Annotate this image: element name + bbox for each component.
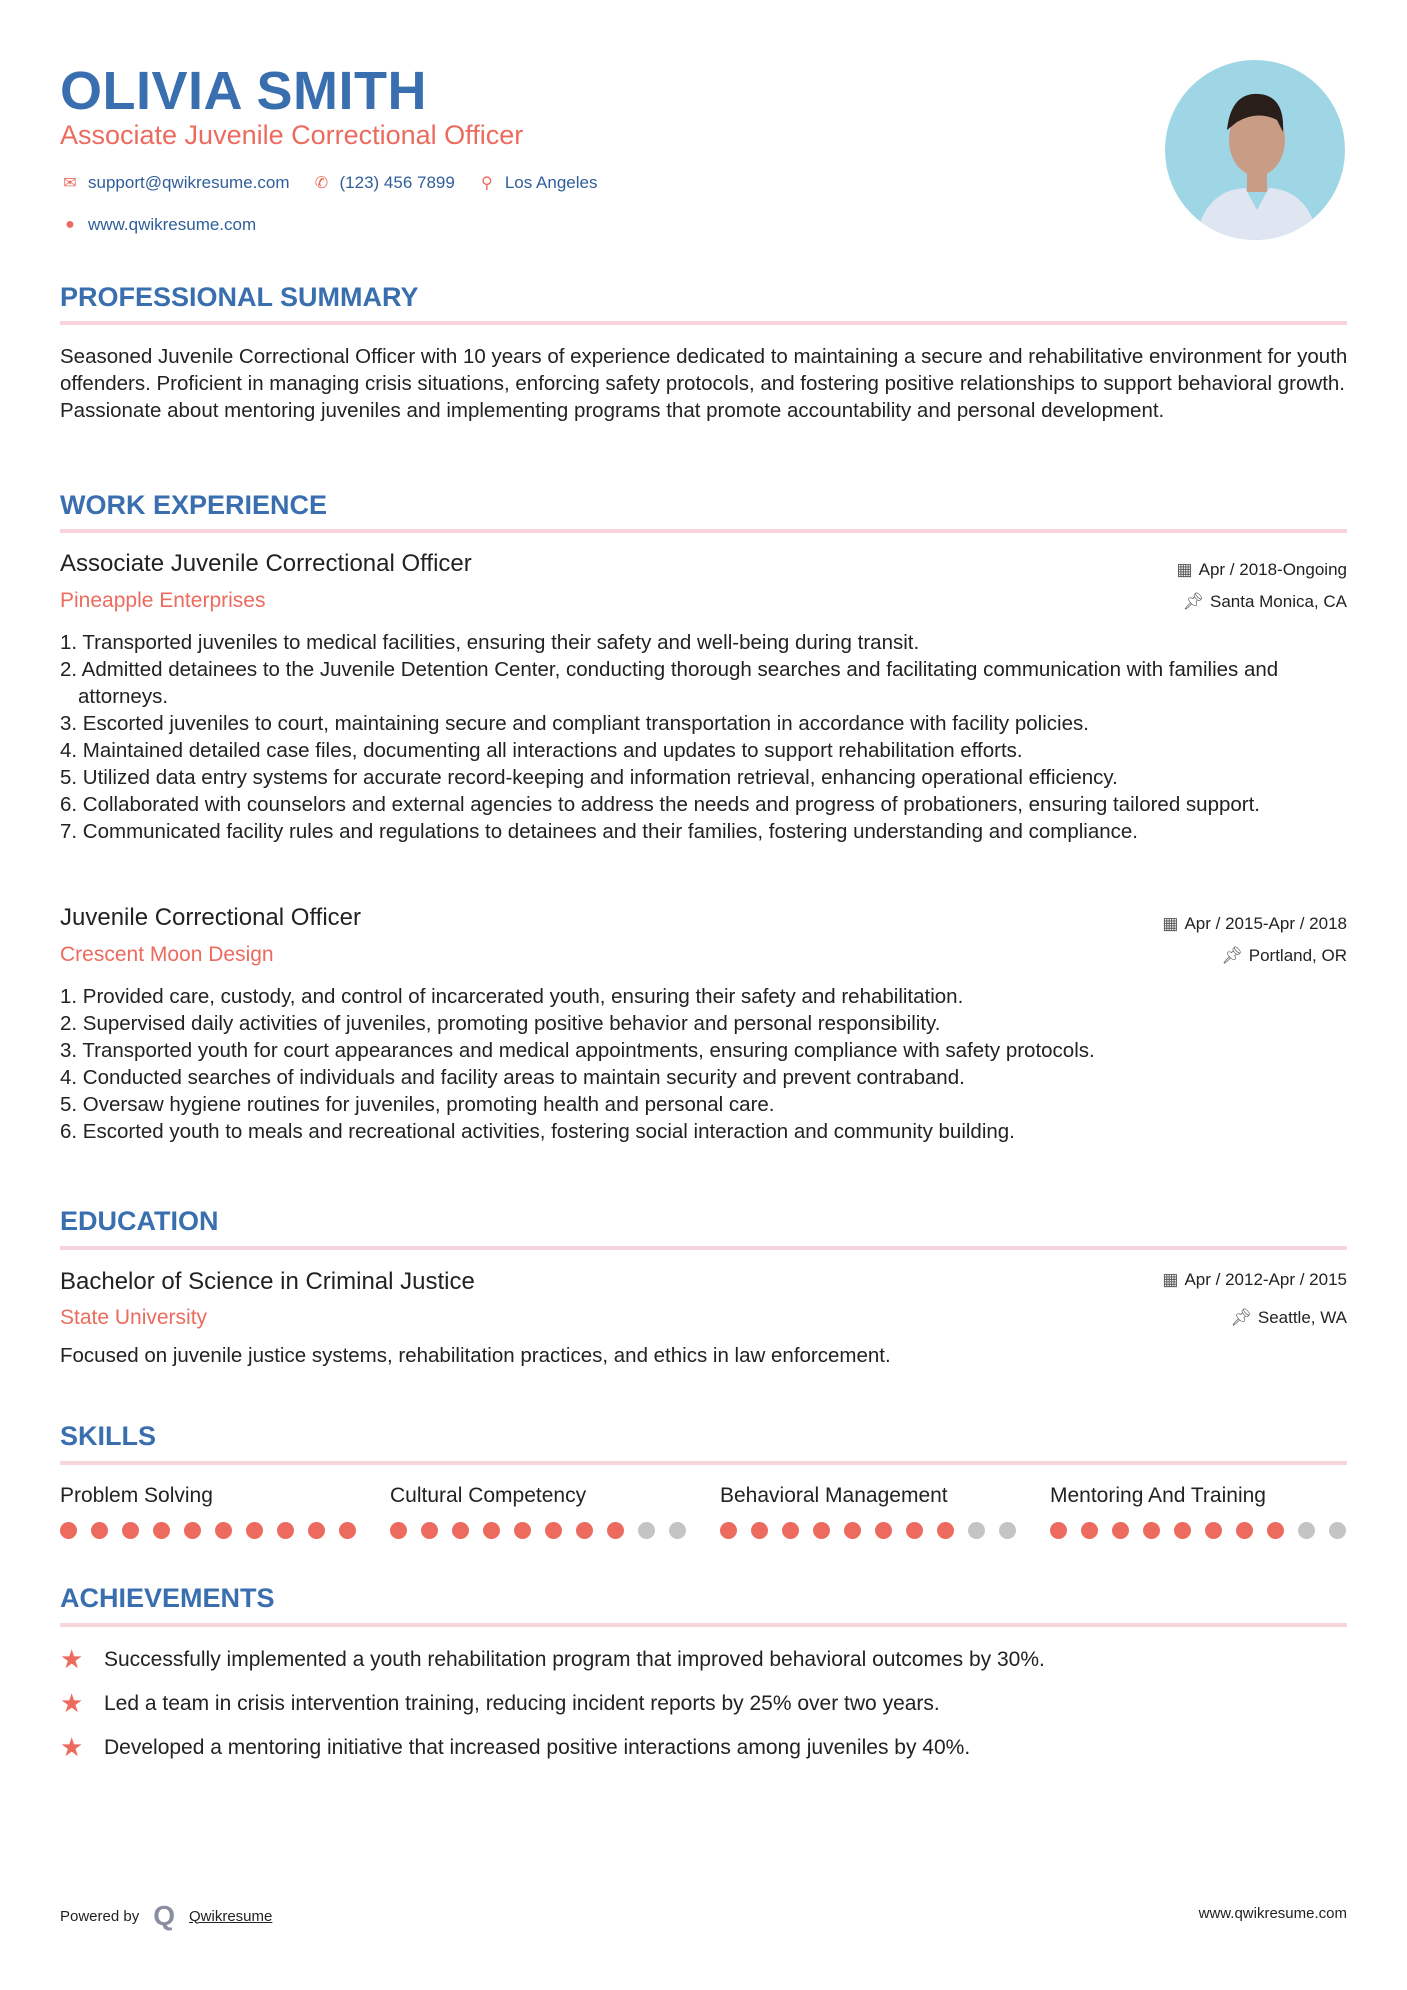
skill-item <box>60 1484 360 1539</box>
job-dates <box>1177 560 1347 580</box>
skill-name: Problem Solving <box>60 1484 213 1507</box>
achievement-item <box>60 1688 940 1719</box>
divider <box>60 1461 1347 1465</box>
rating-dot-filled <box>390 1522 407 1539</box>
list-item: 3. Transported youth for court appearances and medical appointments, ensuring compliance with safety protocols. <box>60 1039 1095 1062</box>
rating-dot-empty <box>968 1522 985 1539</box>
skill-item <box>720 1484 1020 1539</box>
skill-name: Cultural Competency <box>390 1484 587 1507</box>
rating-dot-filled <box>1267 1522 1284 1539</box>
list-item: 5. Oversaw hygiene routines for juveniles, promoting health and personal care. <box>60 1093 775 1116</box>
rating-dot-empty <box>999 1522 1016 1539</box>
location-pin-icon: ⚲ <box>480 175 493 192</box>
rating-dot-filled <box>1050 1522 1067 1539</box>
dates-text: Apr / 2018-Ongoing <box>1198 560 1347 579</box>
summary-heading: PROFESSIONAL SUMMARY <box>60 282 419 312</box>
divider <box>60 1246 1347 1250</box>
rating-dot-empty <box>1298 1522 1315 1539</box>
candidate-title: Associate Juvenile Correctional Officer <box>60 120 524 150</box>
rating-dot-filled <box>607 1522 624 1539</box>
list-item: 2. Admitted detainees to the Juvenile Detention Center, conducting thorough searches and facilitating communication with families and attorneys. <box>60 658 1279 708</box>
rating-dot-filled <box>782 1522 799 1539</box>
list-item: 6. Collaborated with counselors and external agencies to address the needs and progress of probationers, ensuring tailored support. <box>60 793 1260 816</box>
globe-icon: ● <box>65 216 75 233</box>
skill-name: Mentoring And Training <box>1050 1484 1266 1507</box>
pin-icon: 📌︎ <box>1182 592 1204 611</box>
rating-dot-filled <box>576 1522 593 1539</box>
achievement-item <box>60 1644 1045 1675</box>
degree: Bachelor of Science in Criminal Justice <box>60 1268 475 1295</box>
rating-dot-filled <box>1143 1522 1160 1539</box>
powered-by-text: Powered by <box>60 1907 140 1925</box>
rating-dot-filled <box>514 1522 531 1539</box>
footer-website[interactable]: www.qwikresume.com <box>1198 1905 1347 1922</box>
website-link[interactable]: www.qwikresume.com <box>88 215 257 234</box>
rating-dot-filled <box>1205 1522 1222 1539</box>
achievement-text: Successfully implemented a youth rehabilitation program that improved behavioral outcomes by 30%. <box>104 1647 1045 1671</box>
star-icon: ★ <box>60 1688 84 1718</box>
email-link[interactable]: support@qwikresume.com <box>88 173 290 192</box>
location-text: Santa Monica, CA <box>1209 592 1347 611</box>
education-heading: EDUCATION <box>60 1206 219 1236</box>
rating-dot-filled <box>246 1522 263 1539</box>
skill-name: Behavioral Management <box>720 1484 948 1507</box>
achievements-heading: ACHIEVEMENTS <box>60 1583 275 1613</box>
list-item: 1. Transported juveniles to medical facilities, ensuring their safety and well-being during transit. <box>60 631 920 654</box>
divider <box>60 1623 1347 1627</box>
rating-dot-filled <box>1081 1522 1098 1539</box>
achievement-text: Led a team in crisis intervention training, reducing incident reports by 25% over two years. <box>104 1691 940 1715</box>
rating-dot-filled <box>277 1522 294 1539</box>
rating-dot-filled <box>1236 1522 1253 1539</box>
skill-item <box>1050 1484 1350 1539</box>
rating-dot-filled <box>937 1522 954 1539</box>
brand-link[interactable]: Qwikresume <box>189 1907 273 1925</box>
skill-item <box>390 1484 690 1539</box>
summary-text: Seasoned Juvenile Correctional Officer with 10 years of experience dedicated to maintaining a secure and rehabilitative environment for youth offenders. Proficient in managing crisis situations, enforcing safety protocols, and fostering positive relationships to support behavioral growth. Passionate about mentoring juveniles and implementing programs that promote accountability and personal development. <box>60 345 1348 422</box>
rating-dot-filled <box>339 1522 356 1539</box>
skill-rating <box>60 1522 360 1539</box>
skill-rating <box>720 1522 1020 1539</box>
job-bullets <box>60 629 1350 845</box>
rating-dot-filled <box>483 1522 500 1539</box>
skill-rating <box>1050 1522 1350 1539</box>
skill-rating <box>390 1522 690 1539</box>
achievement-text: Developed a mentoring initiative that increased positive interactions among juveniles by 40%. <box>104 1735 971 1759</box>
contact-row <box>60 173 611 193</box>
achievement-item <box>60 1732 970 1763</box>
rating-dot-filled <box>751 1522 768 1539</box>
rating-dot-filled <box>421 1522 438 1539</box>
job-location <box>1182 592 1347 612</box>
rating-dot-empty <box>638 1522 655 1539</box>
dates-text: Apr / 2012-Apr / 2015 <box>1184 1270 1347 1289</box>
calendar-icon: ▦ <box>1162 914 1179 933</box>
phone-icon: ✆ <box>314 175 329 192</box>
rating-dot-filled <box>875 1522 892 1539</box>
star-icon: ★ <box>60 1644 84 1674</box>
education-location <box>1230 1308 1347 1328</box>
list-item: 6. Escorted youth to meals and recreational activities, fostering social interaction and community building. <box>60 1120 1015 1143</box>
pin-icon: 📌︎ <box>1221 946 1243 965</box>
dates-text: Apr / 2015-Apr / 2018 <box>1184 914 1347 933</box>
divider <box>60 321 1347 325</box>
rating-dot-filled <box>122 1522 139 1539</box>
rating-dot-filled <box>308 1522 325 1539</box>
calendar-icon: ▦ <box>1162 1270 1179 1289</box>
location-text: Los Angeles <box>504 173 598 192</box>
rating-dot-filled <box>720 1522 737 1539</box>
divider <box>60 529 1347 533</box>
location-text: Portland, OR <box>1248 946 1347 965</box>
email-icon: ✉ <box>63 175 77 192</box>
job-bullets <box>60 983 1350 1145</box>
rating-dot-filled <box>215 1522 232 1539</box>
school: State University <box>60 1306 208 1329</box>
rating-dot-filled <box>452 1522 469 1539</box>
rating-dot-filled <box>1174 1522 1191 1539</box>
rating-dot-empty <box>669 1522 686 1539</box>
star-icon: ★ <box>60 1732 84 1762</box>
rating-dot-filled <box>60 1522 77 1539</box>
list-item: 4. Maintained detailed case files, documenting all interactions and updates to support rehabilitation efforts. <box>60 739 1023 762</box>
rating-dot-filled <box>844 1522 861 1539</box>
pin-icon: 📌︎ <box>1230 1308 1252 1327</box>
list-item: 4. Conducted searches of individuals and facility areas to maintain security and prevent contraband. <box>60 1066 965 1089</box>
job-dates <box>1162 914 1347 934</box>
rating-dot-filled <box>545 1522 562 1539</box>
location-text: Seattle, WA <box>1257 1308 1347 1327</box>
skills-heading: SKILLS <box>60 1421 157 1451</box>
job-title: Juvenile Correctional Officer <box>60 904 362 931</box>
education-description: Focused on juvenile justice systems, rehabilitation practices, and ethics in law enforcement. <box>60 1344 891 1367</box>
rating-dot-filled <box>184 1522 201 1539</box>
job-company: Pineapple Enterprises <box>60 589 266 612</box>
rating-dot-empty <box>1329 1522 1346 1539</box>
list-item: 7. Communicated facility rules and regulations to detainees and their families, fostering understanding and compliance. <box>60 820 1139 843</box>
footer-powered <box>60 1900 272 1932</box>
qwikresume-logo-icon: Q <box>153 1900 175 1931</box>
list-item: 1. Provided care, custody, and control of incarcerated youth, ensuring their safety and rehabilitation. <box>60 985 964 1008</box>
education-dates <box>1162 1270 1347 1290</box>
candidate-name: OLIVIA SMITH <box>60 61 427 121</box>
phone-text: (123) 456 7899 <box>339 173 455 192</box>
rating-dot-filled <box>91 1522 108 1539</box>
list-item: 3. Escorted juveniles to court, maintaining secure and compliant transportation in accordance with facility policies. <box>60 712 1089 735</box>
experience-heading: WORK EXPERIENCE <box>60 490 328 520</box>
rating-dot-filled <box>153 1522 170 1539</box>
job-company: Crescent Moon Design <box>60 943 274 966</box>
rating-dot-filled <box>906 1522 923 1539</box>
website-row <box>60 215 270 235</box>
rating-dot-filled <box>1112 1522 1129 1539</box>
job-location <box>1221 946 1347 966</box>
profile-photo <box>1165 60 1345 240</box>
rating-dot-filled <box>813 1522 830 1539</box>
job-title: Associate Juvenile Correctional Officer <box>60 550 472 577</box>
calendar-icon: ▦ <box>1176 560 1193 579</box>
list-item: 2. Supervised daily activities of juveniles, promoting positive behavior and personal responsibility. <box>60 1012 941 1035</box>
list-item: 5. Utilized data entry systems for accurate record-keeping and information retrieval, enhancing operational efficiency. <box>60 766 1118 789</box>
